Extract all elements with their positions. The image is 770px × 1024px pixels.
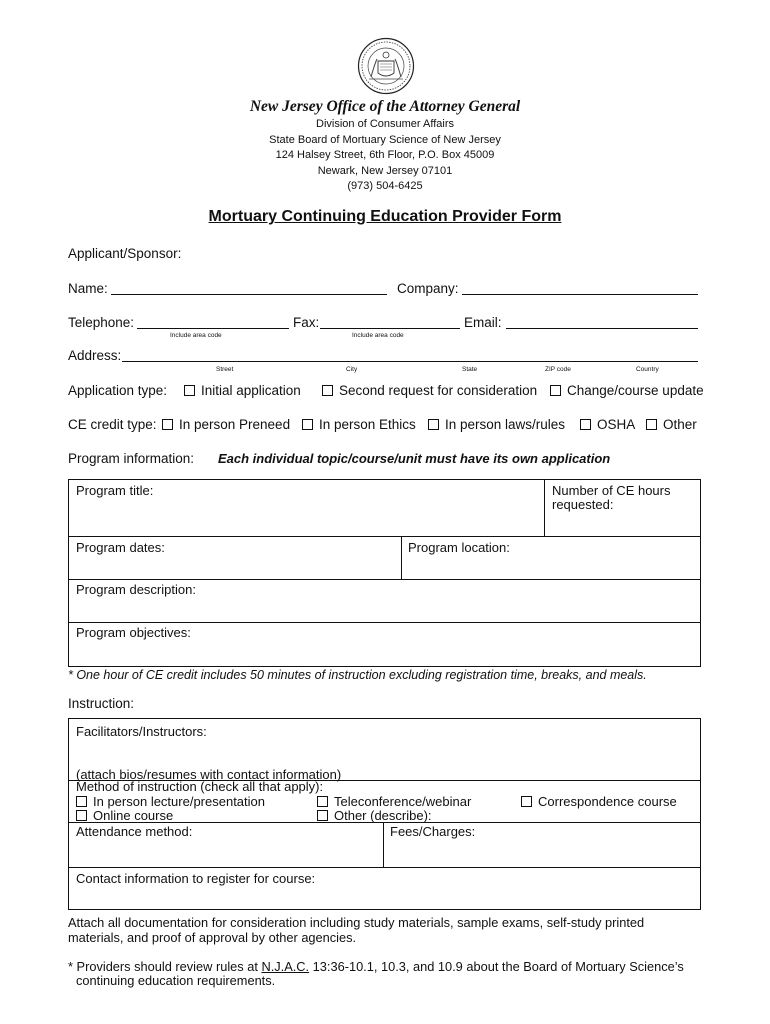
checkbox-icon[interactable] [428, 419, 439, 430]
option-preneed[interactable]: In person Preneed [162, 417, 290, 432]
form-title: Mortuary Continuing Education Provider Form [208, 208, 562, 225]
method-teleconference[interactable]: Teleconference/webinar [317, 794, 471, 809]
attach-note-line1: Attach all documentation for consideration including study materials, sample exams, self-study printed [68, 915, 645, 930]
checkbox-icon[interactable] [76, 810, 87, 821]
fax-field[interactable] [320, 315, 460, 329]
option-other[interactable]: Other [646, 417, 697, 432]
fax-hint: Include area code [352, 332, 404, 339]
telephone-field[interactable] [137, 315, 289, 329]
option-initial-application[interactable]: Initial application [184, 383, 301, 398]
checkbox-icon[interactable] [322, 385, 333, 396]
ce-credit-type-label: CE credit type: [68, 417, 157, 432]
state-seal-logo [357, 37, 415, 95]
option-osha[interactable]: OSHA [580, 417, 635, 432]
method-in-person[interactable]: In person lecture/presentation [76, 794, 265, 809]
ce-credit-footnote: * One hour of CE credit includes 50 minutes of instruction excluding registration time, breaks, and meals. [68, 668, 647, 682]
rules-note-line2: continuing education requirements. [76, 973, 276, 988]
company-field[interactable] [462, 281, 698, 295]
checkbox-icon[interactable] [162, 419, 173, 430]
program-description-label: Program description: [76, 582, 196, 597]
office-phone: (973) 504-6425 [347, 180, 423, 192]
street-address: 124 Halsey Street, 6th Floor, P.O. Box 45009 [275, 149, 495, 161]
checkbox-icon[interactable] [317, 810, 328, 821]
office-name: New Jersey Office of the Attorney General [249, 98, 521, 115]
address-field[interactable] [122, 348, 698, 362]
name-field[interactable] [111, 281, 387, 295]
bios-note: (attach bios/resumes with contact information) [76, 767, 342, 782]
program-dates-label: Program dates: [76, 540, 165, 555]
address-hint-street: Street [216, 366, 234, 373]
option-laws-rules[interactable]: In person laws/rules [428, 417, 565, 432]
method-label: Method of instruction (check all that apply): [76, 779, 324, 794]
program-info-note: Each individual topic/course/unit must have its own application [218, 451, 611, 466]
program-objectives-label: Program objectives: [76, 625, 191, 640]
checkbox-icon[interactable] [302, 419, 313, 430]
fees-label: Fees/Charges: [390, 824, 476, 839]
attendance-label: Attendance method: [76, 824, 193, 839]
address-hint-city: City [346, 366, 358, 373]
method-online[interactable]: Online course [76, 808, 173, 823]
method-other[interactable]: Other (describe): [317, 808, 432, 823]
division-name: Division of Consumer Affairs [316, 118, 454, 130]
applicant-label: Applicant/Sponsor: [68, 246, 182, 261]
telephone-label: Telephone: [68, 315, 135, 330]
attach-note-line2: materials, and proof of approval by other agencies. [68, 930, 357, 945]
address-hint-country: Country [636, 366, 659, 373]
address-label: Address: [68, 348, 122, 363]
name-label: Name: [68, 281, 108, 296]
email-field[interactable] [506, 315, 698, 329]
checkbox-icon[interactable] [580, 419, 591, 430]
address-hint-zip: ZIP code [545, 366, 571, 373]
option-change-course-update[interactable]: Change/course update [550, 383, 704, 398]
njac-link[interactable]: N.J.A.C. [261, 959, 310, 974]
ce-hours-label-line2: requested: [552, 497, 614, 512]
checkbox-icon[interactable] [184, 385, 195, 396]
program-location-label: Program location: [408, 540, 510, 555]
facilitators-label: Facilitators/Instructors: [76, 724, 207, 739]
fax-label: Fax: [293, 315, 320, 330]
method-correspondence[interactable]: Correspondence course [521, 794, 677, 809]
application-type-label: Application type: [68, 383, 168, 398]
checkbox-icon[interactable] [76, 796, 87, 807]
telephone-hint: Include area code [170, 332, 222, 339]
program-title-label: Program title: [76, 483, 154, 498]
checkbox-icon[interactable] [646, 419, 657, 430]
checkbox-icon[interactable] [550, 385, 561, 396]
instruction-label: Instruction: [68, 696, 135, 711]
checkbox-icon[interactable] [317, 796, 328, 807]
option-second-request[interactable]: Second request for consideration [322, 383, 537, 398]
rules-note-line1: * Providers should review rules at N.J.A.C. 13:36-10.1, 10.3, and 10.9 about the Board of Mortuary Science’s [68, 959, 684, 974]
program-info-label: Program information: [68, 451, 195, 466]
company-label: Company: [397, 281, 459, 296]
address-hint-state: State [462, 366, 478, 373]
email-label: Email: [464, 315, 502, 330]
board-name: State Board of Mortuary Science of New Jersey [269, 134, 501, 146]
ce-hours-label-line1: Number of CE hours [552, 483, 671, 498]
city-address: Newark, New Jersey 07101 [317, 165, 453, 177]
option-ethics[interactable]: In person Ethics [302, 417, 416, 432]
checkbox-icon[interactable] [521, 796, 532, 807]
contact-label: Contact information to register for course: [76, 871, 316, 886]
